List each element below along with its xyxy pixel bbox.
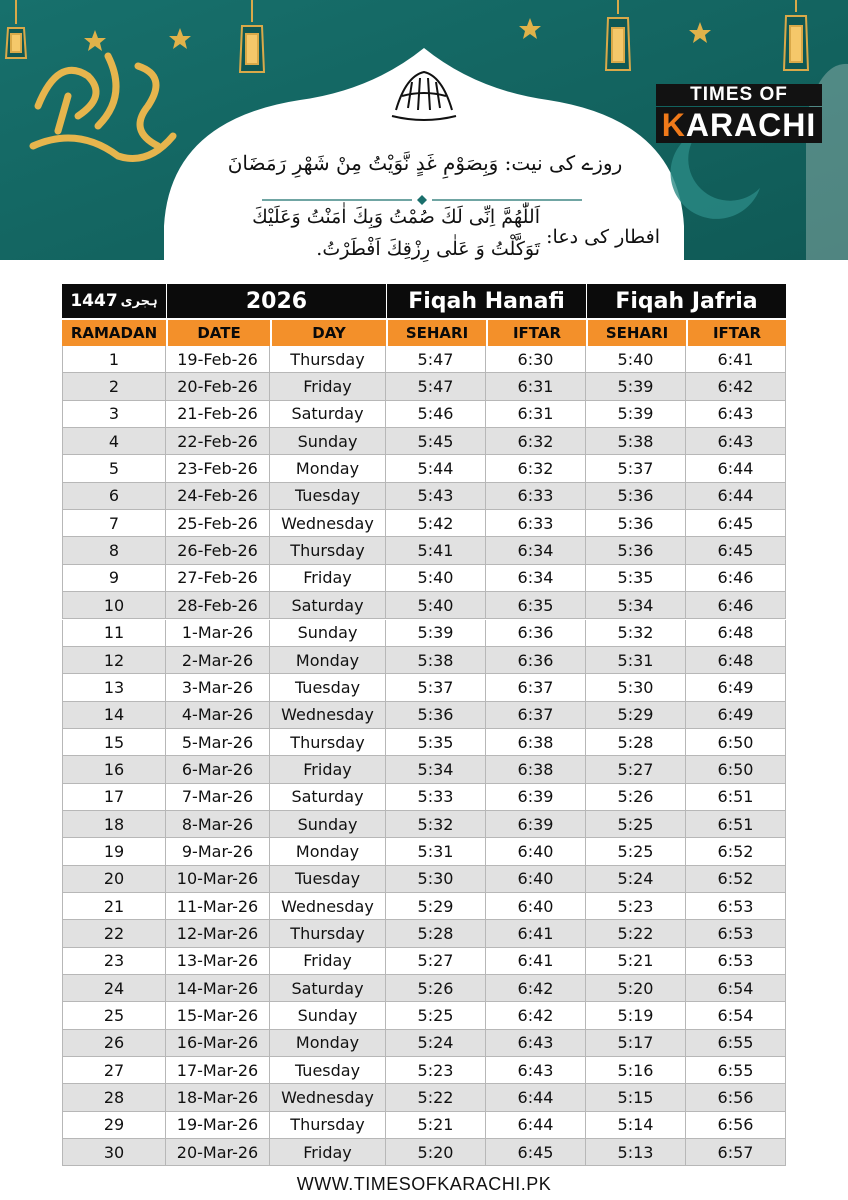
table-row [62, 537, 786, 564]
cell-hanafi-iftar: 6:41 [486, 948, 586, 975]
cell-ramadan-day: 12 [62, 647, 166, 674]
cell-hanafi-sehari: 5:37 [386, 674, 486, 701]
cell-jafria-iftar: 6:44 [686, 455, 786, 482]
cell-hanafi-sehari: 5:38 [386, 647, 486, 674]
cell-jafria-sehari: 5:25 [586, 811, 686, 838]
cell-jafria-iftar: 6:51 [686, 811, 786, 838]
cell-ramadan-day: 24 [62, 975, 166, 1002]
cell-date: 14-Mar-26 [166, 975, 270, 1002]
cell-hanafi-iftar: 6:43 [486, 1057, 586, 1084]
cell-jafria-iftar: 6:53 [686, 920, 786, 947]
cell-day-name: Friday [270, 756, 386, 783]
cell-hanafi-iftar: 6:37 [486, 702, 586, 729]
cell-ramadan-day: 7 [62, 510, 166, 537]
table-title-row [62, 284, 786, 318]
cell-day-name: Wednesday [270, 702, 386, 729]
cell-ramadan-day: 3 [62, 401, 166, 428]
cell-jafria-iftar: 6:50 [686, 729, 786, 756]
cell-jafria-sehari: 5:24 [586, 866, 686, 893]
cell-hanafi-iftar: 6:33 [486, 483, 586, 510]
cell-hanafi-iftar: 6:41 [486, 920, 586, 947]
cell-day-name: Thursday [270, 1112, 386, 1139]
hijri-year-cell [62, 284, 166, 318]
website-footer: WWW.TIMESOFKARACHI.PK [296, 1174, 552, 1194]
cell-hanafi-iftar: 6:34 [486, 537, 586, 564]
cell-hanafi-sehari: 5:27 [386, 948, 486, 975]
cell-date: 9-Mar-26 [166, 838, 270, 865]
cell-hanafi-iftar: 6:35 [486, 592, 586, 619]
column-header-row [62, 320, 786, 346]
cell-jafria-sehari: 5:36 [586, 537, 686, 564]
cell-hanafi-iftar: 6:40 [486, 893, 586, 920]
cell-hanafi-sehari: 5:31 [386, 838, 486, 865]
sect-hanafi: Fiqah Hanafi [386, 284, 586, 318]
cell-ramadan-day: 1 [62, 346, 166, 373]
cell-ramadan-day: 21 [62, 893, 166, 920]
cell-jafria-iftar: 6:46 [686, 565, 786, 592]
cell-jafria-iftar: 6:56 [686, 1112, 786, 1139]
cell-hanafi-sehari: 5:28 [386, 920, 486, 947]
cell-day-name: Monday [270, 455, 386, 482]
cell-hanafi-sehari: 5:35 [386, 729, 486, 756]
cell-jafria-iftar: 6:53 [686, 893, 786, 920]
cell-day-name: Monday [270, 647, 386, 674]
cell-jafria-iftar: 6:54 [686, 1002, 786, 1029]
cell-hanafi-sehari: 5:22 [386, 1084, 486, 1111]
cell-jafria-iftar: 6:50 [686, 756, 786, 783]
cell-jafria-sehari: 5:37 [586, 455, 686, 482]
cell-hanafi-sehari: 5:45 [386, 428, 486, 455]
cell-date: 2-Mar-26 [166, 647, 270, 674]
cell-day-name: Sunday [270, 1002, 386, 1029]
cell-ramadan-day: 27 [62, 1057, 166, 1084]
cell-jafria-iftar: 6:49 [686, 702, 786, 729]
table-row [62, 948, 786, 975]
cell-hanafi-sehari: 5:40 [386, 592, 486, 619]
brand-logo [656, 84, 822, 146]
table-row [62, 401, 786, 428]
cell-ramadan-day: 9 [62, 565, 166, 592]
table-row [62, 756, 786, 783]
table-row [62, 674, 786, 701]
cell-jafria-sehari: 5:36 [586, 510, 686, 537]
cell-date: 3-Mar-26 [166, 674, 270, 701]
cell-hanafi-sehari: 5:40 [386, 565, 486, 592]
cell-day-name: Sunday [270, 428, 386, 455]
cell-jafria-iftar: 6:55 [686, 1057, 786, 1084]
cell-hanafi-sehari: 5:30 [386, 866, 486, 893]
cell-date: 18-Mar-26 [166, 1084, 270, 1111]
cell-day-name: Wednesday [270, 1084, 386, 1111]
cell-day-name: Thursday [270, 537, 386, 564]
cell-jafria-sehari: 5:35 [586, 565, 686, 592]
cell-date: 24-Feb-26 [166, 483, 270, 510]
ramadan-kareem-calligraphy [18, 36, 183, 172]
cell-jafria-sehari: 5:30 [586, 674, 686, 701]
iftar-dua-line1: اَللّٰهُمَّ اِنِّی لَكَ صُمْتُ وَبِكَ اٰمَنْتُ وَعَلَيْكَ [252, 206, 540, 228]
cell-jafria-iftar: 6:48 [686, 620, 786, 647]
table-row [62, 866, 786, 893]
cell-day-name: Thursday [270, 729, 386, 756]
cell-date: 6-Mar-26 [166, 756, 270, 783]
cell-date: 4-Mar-26 [166, 702, 270, 729]
cell-day-name: Tuesday [270, 1057, 386, 1084]
cell-hanafi-iftar: 6:32 [486, 455, 586, 482]
header-day-name: DAY [270, 320, 386, 346]
cell-date: 10-Mar-26 [166, 866, 270, 893]
cell-day-name: Saturday [270, 592, 386, 619]
iftar-dua-label: افطار کی دعا: [546, 226, 660, 248]
cell-hanafi-iftar: 6:44 [486, 1084, 586, 1111]
cell-day-name: Thursday [270, 920, 386, 947]
cell-hanafi-iftar: 6:42 [486, 1002, 586, 1029]
cell-ramadan-day: 10 [62, 592, 166, 619]
table-row [62, 647, 786, 674]
cell-hanafi-iftar: 6:40 [486, 838, 586, 865]
cell-jafria-sehari: 5:27 [586, 756, 686, 783]
cell-day-name: Saturday [270, 975, 386, 1002]
cell-ramadan-day: 18 [62, 811, 166, 838]
cell-hanafi-sehari: 5:24 [386, 1030, 486, 1057]
cell-hanafi-sehari: 5:41 [386, 537, 486, 564]
cell-ramadan-day: 4 [62, 428, 166, 455]
cell-ramadan-day: 25 [62, 1002, 166, 1029]
cell-day-name: Sunday [270, 620, 386, 647]
cell-date: 11-Mar-26 [166, 893, 270, 920]
cell-jafria-iftar: 6:53 [686, 948, 786, 975]
cell-hanafi-iftar: 6:39 [486, 811, 586, 838]
cell-jafria-iftar: 6:42 [686, 373, 786, 400]
cell-hanafi-sehari: 5:36 [386, 702, 486, 729]
cell-date: 8-Mar-26 [166, 811, 270, 838]
cell-hanafi-iftar: 6:31 [486, 401, 586, 428]
cell-jafria-sehari: 5:21 [586, 948, 686, 975]
cell-day-name: Sunday [270, 811, 386, 838]
cell-hanafi-sehari: 5:47 [386, 346, 486, 373]
cell-hanafi-iftar: 6:43 [486, 1030, 586, 1057]
table-row [62, 1112, 786, 1139]
table-row [62, 1002, 786, 1029]
cell-jafria-sehari: 5:25 [586, 838, 686, 865]
cell-ramadan-day: 28 [62, 1084, 166, 1111]
cell-jafria-iftar: 6:51 [686, 784, 786, 811]
cell-jafria-iftar: 6:46 [686, 592, 786, 619]
cell-ramadan-day: 30 [62, 1139, 166, 1166]
header-jafria-sehari: SEHARI [586, 320, 686, 346]
cell-day-name: Friday [270, 948, 386, 975]
cell-hanafi-iftar: 6:36 [486, 620, 586, 647]
cell-day-name: Friday [270, 373, 386, 400]
cell-hanafi-iftar: 6:38 [486, 729, 586, 756]
cell-hanafi-iftar: 6:34 [486, 565, 586, 592]
table-row [62, 975, 786, 1002]
cell-hanafi-iftar: 6:40 [486, 866, 586, 893]
cell-date: 26-Feb-26 [166, 537, 270, 564]
cell-date: 12-Mar-26 [166, 920, 270, 947]
cell-hanafi-sehari: 5:25 [386, 1002, 486, 1029]
cell-jafria-iftar: 6:49 [686, 674, 786, 701]
cell-jafria-iftar: 6:43 [686, 401, 786, 428]
cell-date: 28-Feb-26 [166, 592, 270, 619]
cell-day-name: Tuesday [270, 866, 386, 893]
table-row [62, 483, 786, 510]
cell-date: 25-Feb-26 [166, 510, 270, 537]
cell-jafria-iftar: 6:41 [686, 346, 786, 373]
brand-line2-rest: ARACHI [685, 107, 817, 143]
cell-ramadan-day: 2 [62, 373, 166, 400]
cell-hanafi-sehari: 5:46 [386, 401, 486, 428]
cell-jafria-iftar: 6:54 [686, 975, 786, 1002]
cell-jafria-iftar: 6:52 [686, 838, 786, 865]
cell-date: 27-Feb-26 [166, 565, 270, 592]
cell-ramadan-day: 22 [62, 920, 166, 947]
cell-hanafi-iftar: 6:38 [486, 756, 586, 783]
cell-day-name: Saturday [270, 401, 386, 428]
cell-date: 15-Mar-26 [166, 1002, 270, 1029]
cell-jafria-sehari: 5:31 [586, 647, 686, 674]
cell-day-name: Monday [270, 838, 386, 865]
cell-ramadan-day: 16 [62, 756, 166, 783]
cell-day-name: Saturday [270, 784, 386, 811]
cell-day-name: Wednesday [270, 510, 386, 537]
iftar-dua-line2: تَوَكَّلْتُ وَ عَلٰی رِزْقِكَ اَفْطَرْتُ. [316, 238, 540, 260]
cell-ramadan-day: 26 [62, 1030, 166, 1057]
cell-jafria-sehari: 5:36 [586, 483, 686, 510]
table-row [62, 1139, 786, 1166]
header-hanafi-sehari: SEHARI [386, 320, 486, 346]
cell-jafria-sehari: 5:40 [586, 346, 686, 373]
cell-hanafi-iftar: 6:45 [486, 1139, 586, 1166]
cell-jafria-sehari: 5:15 [586, 1084, 686, 1111]
table-row [62, 920, 786, 947]
cell-hanafi-iftar: 6:33 [486, 510, 586, 537]
cell-date: 21-Feb-26 [166, 401, 270, 428]
cell-hanafi-sehari: 5:29 [386, 893, 486, 920]
table-row [62, 592, 786, 619]
table-row [62, 428, 786, 455]
cell-hanafi-sehari: 5:20 [386, 1139, 486, 1166]
table-row [62, 455, 786, 482]
cell-hanafi-sehari: 5:34 [386, 756, 486, 783]
cell-ramadan-day: 29 [62, 1112, 166, 1139]
cell-date: 17-Mar-26 [166, 1057, 270, 1084]
cell-hanafi-sehari: 5:39 [386, 620, 486, 647]
cell-day-name: Friday [270, 565, 386, 592]
cell-jafria-sehari: 5:22 [586, 920, 686, 947]
cell-date: 23-Feb-26 [166, 455, 270, 482]
cell-date: 19-Feb-26 [166, 346, 270, 373]
iftar-dua [220, 204, 660, 272]
cell-date: 7-Mar-26 [166, 784, 270, 811]
cell-date: 22-Feb-26 [166, 428, 270, 455]
table-row [62, 702, 786, 729]
cell-date: 20-Mar-26 [166, 1139, 270, 1166]
cell-date: 5-Mar-26 [166, 729, 270, 756]
niyat-text: روزے کی نیت: وَبِصَوْمِ غَدٍ نَّوَيْتُ مِنْ شَهْرِ رَمَضَانَ [227, 151, 623, 175]
cell-ramadan-day: 17 [62, 784, 166, 811]
cell-ramadan-day: 15 [62, 729, 166, 756]
brand-line2-first: K [661, 107, 686, 143]
cell-ramadan-day: 8 [62, 537, 166, 564]
cell-date: 13-Mar-26 [166, 948, 270, 975]
cell-ramadan-day: 23 [62, 948, 166, 975]
cell-jafria-iftar: 6:45 [686, 537, 786, 564]
cell-date: 19-Mar-26 [166, 1112, 270, 1139]
cell-hanafi-sehari: 5:23 [386, 1057, 486, 1084]
cell-hanafi-sehari: 5:26 [386, 975, 486, 1002]
cell-jafria-sehari: 5:17 [586, 1030, 686, 1057]
cell-hanafi-sehari: 5:32 [386, 811, 486, 838]
cell-day-name: Thursday [270, 346, 386, 373]
cell-jafria-sehari: 5:39 [586, 373, 686, 400]
cell-hanafi-sehari: 5:33 [386, 784, 486, 811]
cell-jafria-sehari: 5:34 [586, 592, 686, 619]
cell-hanafi-sehari: 5:43 [386, 483, 486, 510]
cell-hanafi-sehari: 5:21 [386, 1112, 486, 1139]
cell-jafria-sehari: 5:28 [586, 729, 686, 756]
table-row [62, 838, 786, 865]
table-row [62, 1057, 786, 1084]
cell-hanafi-iftar: 6:42 [486, 975, 586, 1002]
year-cell: 2026 [166, 284, 386, 318]
cell-hanafi-sehari: 5:47 [386, 373, 486, 400]
cell-jafria-sehari: 5:19 [586, 1002, 686, 1029]
cell-day-name: Monday [270, 1030, 386, 1057]
cell-hanafi-iftar: 6:30 [486, 346, 586, 373]
sect-jafria: Fiqah Jafria [586, 284, 786, 318]
cell-hanafi-iftar: 6:32 [486, 428, 586, 455]
table-row [62, 811, 786, 838]
cell-jafria-iftar: 6:56 [686, 1084, 786, 1111]
cell-jafria-iftar: 6:55 [686, 1030, 786, 1057]
header-date: DATE [166, 320, 270, 346]
cell-jafria-iftar: 6:44 [686, 483, 786, 510]
cell-date: 16-Mar-26 [166, 1030, 270, 1057]
cell-jafria-iftar: 6:48 [686, 647, 786, 674]
header-jafria-iftar: IFTAR [686, 320, 786, 346]
table-row [62, 373, 786, 400]
table-row [62, 1084, 786, 1111]
cell-day-name: Tuesday [270, 674, 386, 701]
cell-ramadan-day: 14 [62, 702, 166, 729]
table-row [62, 620, 786, 647]
cell-jafria-sehari: 5:20 [586, 975, 686, 1002]
cell-ramadan-day: 6 [62, 483, 166, 510]
brand-line2 [656, 107, 822, 143]
cell-date: 1-Mar-26 [166, 620, 270, 647]
cell-jafria-iftar: 6:43 [686, 428, 786, 455]
cell-ramadan-day: 11 [62, 620, 166, 647]
cell-hanafi-sehari: 5:42 [386, 510, 486, 537]
cell-day-name: Wednesday [270, 893, 386, 920]
table-row [62, 510, 786, 537]
cell-jafria-sehari: 5:38 [586, 428, 686, 455]
cell-ramadan-day: 5 [62, 455, 166, 482]
header-ramadan-day: RAMADAN [62, 320, 166, 346]
cell-date: 20-Feb-26 [166, 373, 270, 400]
cell-jafria-sehari: 5:23 [586, 893, 686, 920]
table-row [62, 346, 786, 373]
cell-jafria-sehari: 5:16 [586, 1057, 686, 1084]
cell-jafria-sehari: 5:13 [586, 1139, 686, 1166]
cell-jafria-iftar: 6:45 [686, 510, 786, 537]
header-hanafi-iftar: IFTAR [486, 320, 586, 346]
cell-ramadan-day: 19 [62, 838, 166, 865]
bismillah-emblem [386, 66, 462, 124]
cell-jafria-iftar: 6:52 [686, 866, 786, 893]
cell-jafria-sehari: 5:14 [586, 1112, 686, 1139]
hijri-year: 1447 [70, 291, 118, 311]
cell-jafria-sehari: 5:39 [586, 401, 686, 428]
cell-jafria-iftar: 6:57 [686, 1139, 786, 1166]
table-row [62, 729, 786, 756]
table-row [62, 565, 786, 592]
cell-day-name: Tuesday [270, 483, 386, 510]
cell-jafria-sehari: 5:32 [586, 620, 686, 647]
cell-ramadan-day: 20 [62, 866, 166, 893]
cell-hanafi-sehari: 5:44 [386, 455, 486, 482]
cell-hanafi-iftar: 6:44 [486, 1112, 586, 1139]
hijri-suffix: ہجری [120, 293, 158, 309]
brand-line1: TIMES OF [656, 84, 822, 106]
table-row [62, 893, 786, 920]
cell-hanafi-iftar: 6:39 [486, 784, 586, 811]
cell-jafria-sehari: 5:29 [586, 702, 686, 729]
cell-hanafi-iftar: 6:36 [486, 647, 586, 674]
cell-jafria-sehari: 5:26 [586, 784, 686, 811]
table-row [62, 1030, 786, 1057]
cell-hanafi-iftar: 6:31 [486, 373, 586, 400]
cell-day-name: Friday [270, 1139, 386, 1166]
cell-hanafi-iftar: 6:37 [486, 674, 586, 701]
cell-ramadan-day: 13 [62, 674, 166, 701]
table-row [62, 784, 786, 811]
